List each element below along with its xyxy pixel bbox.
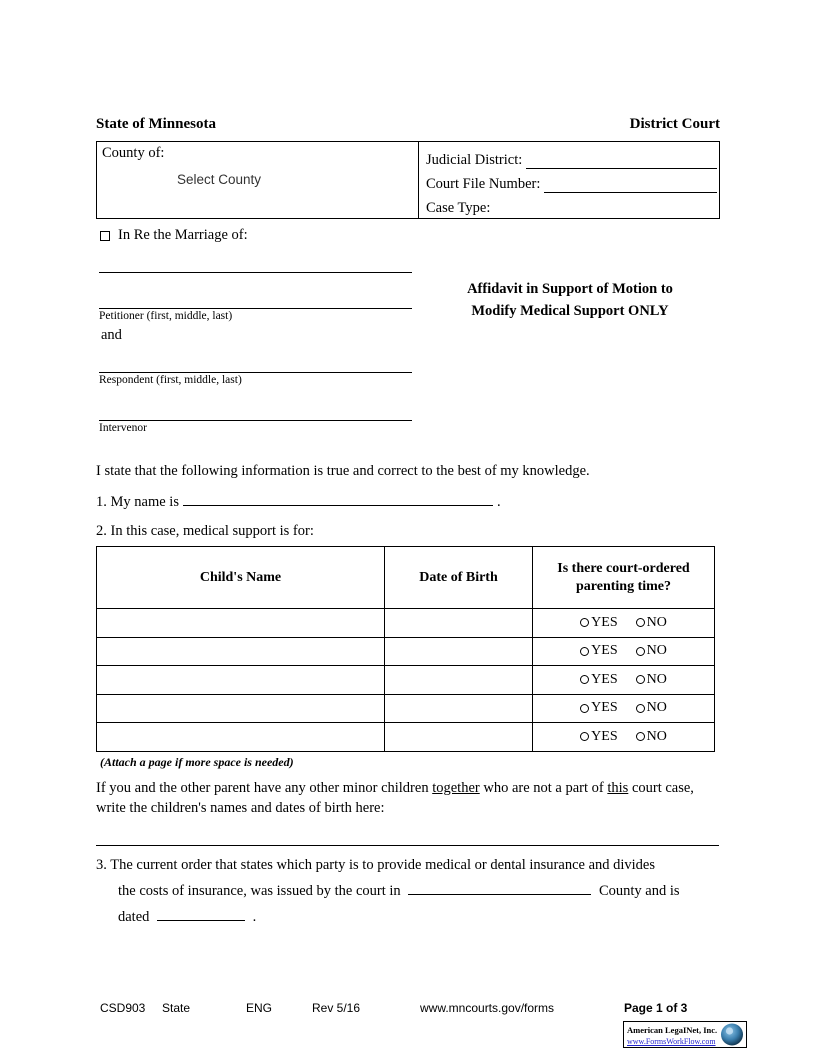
child-dob-input[interactable] bbox=[385, 666, 533, 695]
item-3-dated-label: dated bbox=[118, 909, 150, 925]
child-dob-input[interactable] bbox=[385, 637, 533, 666]
child-dob-input[interactable] bbox=[385, 694, 533, 723]
county-select[interactable]: Select County bbox=[177, 172, 262, 187]
footer-url: www.mncourts.gov/forms bbox=[420, 1001, 555, 1015]
table-header-row bbox=[97, 547, 715, 609]
item-3-block bbox=[96, 852, 721, 930]
county-label: County of: bbox=[102, 145, 165, 161]
marriage-label: In Re the Marriage of: bbox=[118, 227, 248, 243]
form-title-line2: Modify Medical Support ONLY bbox=[471, 303, 669, 319]
radio-circle-icon[interactable] bbox=[636, 618, 645, 627]
intervenor-label: Intervenor bbox=[99, 422, 147, 434]
case-type-input[interactable] bbox=[494, 200, 717, 217]
radio-circle-icon[interactable] bbox=[580, 675, 589, 684]
radio-circle-icon[interactable] bbox=[636, 704, 645, 713]
item-3-line3 bbox=[96, 904, 721, 930]
parenting-time-choice[interactable] bbox=[533, 609, 715, 638]
table-row bbox=[97, 637, 715, 666]
legalnet-logo-icon bbox=[719, 1022, 745, 1047]
item-3-line2 bbox=[96, 878, 721, 904]
radio-yes[interactable] bbox=[580, 700, 617, 716]
radio-circle-icon[interactable] bbox=[580, 732, 589, 741]
other-children-part1: If you and the other parent have any other minor children bbox=[96, 780, 433, 796]
radio-circle-icon[interactable] bbox=[580, 647, 589, 656]
item-2-label: 2. In this case, medical support is for: bbox=[96, 523, 314, 539]
footer-form-code: CSD903 bbox=[100, 1001, 146, 1015]
judicial-district-label: Judicial District: bbox=[426, 152, 523, 168]
parenting-time-choice[interactable] bbox=[533, 666, 715, 695]
column-header-parenting-time: Is there court-ordered parenting time? bbox=[533, 547, 715, 609]
child-dob-input[interactable] bbox=[385, 723, 533, 752]
case-type-label: Case Type: bbox=[426, 200, 491, 216]
footer-page-number: Page 1 of 3 bbox=[624, 1001, 688, 1015]
radio-no-label: NO bbox=[646, 671, 667, 687]
parenting-time-choice[interactable] bbox=[533, 694, 715, 723]
other-children-together-emphasis: together bbox=[432, 780, 480, 796]
child-name-input[interactable] bbox=[97, 666, 385, 695]
other-children-this-emphasis: this bbox=[607, 780, 629, 796]
radio-no[interactable] bbox=[636, 672, 667, 688]
column-header-child-name: Child's Name bbox=[97, 547, 385, 609]
form-title bbox=[420, 278, 720, 322]
item-1-label: 1. My name is bbox=[96, 494, 179, 510]
attach-note: (Attach a page if more space is needed) bbox=[100, 755, 294, 769]
radio-no[interactable] bbox=[636, 729, 667, 745]
caption-box bbox=[96, 141, 720, 219]
marriage-checkbox-row[interactable] bbox=[100, 227, 248, 244]
watermark-link[interactable]: www.FormsWorkFlow.com bbox=[627, 1036, 716, 1046]
judicial-district-input[interactable] bbox=[526, 151, 717, 169]
truth-statement: I state that the following information is true and correct to the best of my knowledge. bbox=[96, 463, 590, 479]
state-name: State of Minnesota bbox=[96, 116, 216, 132]
table-row bbox=[97, 723, 715, 752]
child-name-input[interactable] bbox=[97, 694, 385, 723]
other-children-part2: who are not a part of bbox=[479, 780, 608, 796]
court-file-number-input[interactable] bbox=[544, 175, 717, 193]
radio-circle-icon[interactable] bbox=[636, 675, 645, 684]
county-issued-input[interactable] bbox=[408, 880, 591, 895]
table-row bbox=[97, 609, 715, 638]
other-children-paragraph bbox=[96, 778, 721, 818]
radio-no-label: NO bbox=[646, 728, 667, 744]
child-name-input[interactable] bbox=[97, 723, 385, 752]
parenting-time-choice[interactable] bbox=[533, 723, 715, 752]
column-header-dob: Date of Birth bbox=[385, 547, 533, 609]
petitioner-label: Petitioner (first, middle, last) bbox=[99, 310, 233, 322]
other-children-part3: court case, write the children's names and dates of birth here: bbox=[96, 780, 694, 816]
radio-no-label: NO bbox=[646, 643, 667, 659]
radio-yes-label: YES bbox=[591, 643, 618, 659]
radio-yes[interactable] bbox=[580, 643, 617, 659]
watermark-company: American LegaINet, Inc. bbox=[627, 1024, 718, 1035]
checkbox-icon[interactable] bbox=[100, 231, 110, 241]
radio-yes-label: YES bbox=[591, 700, 618, 716]
footer-scope: State bbox=[162, 1001, 191, 1015]
watermark-text bbox=[624, 1023, 719, 1047]
judicial-district-field bbox=[426, 145, 719, 169]
respondent-label: Respondent (first, middle, last) bbox=[99, 374, 242, 386]
table-row bbox=[97, 666, 715, 695]
court-file-number-label: Court File Number: bbox=[426, 176, 541, 192]
court-header bbox=[96, 116, 720, 133]
parties-block bbox=[99, 272, 412, 435]
court-name: District Court bbox=[629, 116, 720, 132]
and-label: and bbox=[101, 327, 122, 343]
parenting-time-choice[interactable] bbox=[533, 637, 715, 666]
county-section bbox=[97, 142, 419, 218]
radio-yes[interactable] bbox=[580, 729, 617, 745]
child-name-input[interactable] bbox=[97, 609, 385, 638]
radio-circle-icon[interactable] bbox=[580, 704, 589, 713]
radio-circle-icon[interactable] bbox=[636, 647, 645, 656]
children-table bbox=[96, 546, 715, 752]
radio-no[interactable] bbox=[636, 615, 667, 631]
radio-circle-icon[interactable] bbox=[580, 618, 589, 627]
item-3-line2-pre: the costs of insurance, was issued by the court in bbox=[118, 883, 401, 899]
radio-circle-icon[interactable] bbox=[636, 732, 645, 741]
item-1-row bbox=[96, 491, 501, 511]
item-3-line1: 3. The current order that states which party is to provide medical or dental insurance and divides bbox=[96, 857, 656, 873]
radio-yes[interactable] bbox=[580, 672, 617, 688]
radio-no-label: NO bbox=[646, 614, 667, 630]
radio-no[interactable] bbox=[636, 643, 667, 659]
american-legalnet-watermark bbox=[623, 1021, 747, 1048]
child-dob-input[interactable] bbox=[385, 609, 533, 638]
radio-yes-label: YES bbox=[591, 614, 618, 630]
radio-yes[interactable] bbox=[580, 615, 617, 631]
item-3-line3-post: . bbox=[252, 909, 257, 925]
radio-yes-label: YES bbox=[591, 671, 618, 687]
radio-yes-label: YES bbox=[591, 728, 618, 744]
order-date-input[interactable] bbox=[157, 906, 245, 921]
item-1-period: . bbox=[496, 494, 501, 510]
case-info-section bbox=[419, 142, 719, 218]
my-name-input[interactable] bbox=[183, 491, 493, 506]
other-children-input[interactable] bbox=[96, 845, 719, 846]
footer-language: ENG bbox=[246, 1001, 273, 1015]
form-title-line1: Affidavit in Support of Motion to bbox=[467, 281, 673, 297]
case-type-field bbox=[426, 193, 719, 217]
radio-no[interactable] bbox=[636, 700, 667, 716]
radio-no-label: NO bbox=[646, 700, 667, 716]
court-file-number-field bbox=[426, 169, 719, 193]
child-name-input[interactable] bbox=[97, 637, 385, 666]
footer-revision: Rev 5/16 bbox=[312, 1001, 361, 1015]
item-3-line2-post: County and is bbox=[598, 883, 680, 899]
children-table-body bbox=[97, 609, 715, 752]
table-row bbox=[97, 694, 715, 723]
